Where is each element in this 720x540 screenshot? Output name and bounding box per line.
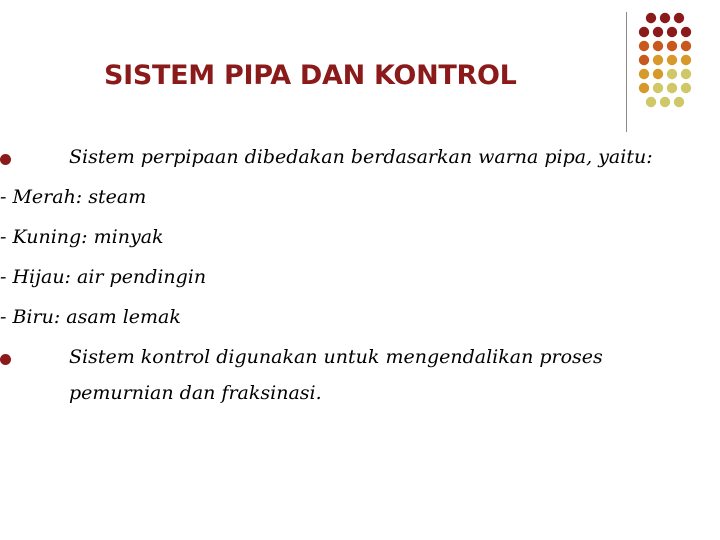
decoration-dot: [667, 27, 677, 37]
bullet-text: Sistem perpipaan dibedakan berdasarkan warna pipa, yaitu:: [69, 146, 653, 168]
divider-line: [626, 12, 627, 132]
decoration-dot: [681, 69, 691, 79]
bullet-icon: [0, 154, 11, 165]
decoration-dot: [674, 97, 684, 107]
decoration-dot: [667, 41, 677, 51]
pipe-color-item-blue: - Biru: asam lemak: [0, 306, 181, 328]
decoration-dot: [639, 41, 649, 51]
bullet-text-continuation: pemurnian dan fraksinasi.: [69, 382, 322, 404]
decoration-dot: [653, 83, 663, 93]
decoration-dot: [653, 69, 663, 79]
decoration-dot: [653, 41, 663, 51]
decoration-dot: [681, 55, 691, 65]
decoration-dot: [660, 97, 670, 107]
decoration-dot: [639, 83, 649, 93]
decoration-dot: [639, 69, 649, 79]
decoration-dot: [653, 27, 663, 37]
decoration-dot: [660, 13, 670, 23]
decoration-dot: [639, 27, 649, 37]
pipe-color-item-yellow: - Kuning: minyak: [0, 226, 164, 248]
slide-title: SISTEM PIPA DAN KONTROL: [104, 60, 517, 91]
decoration-dot: [667, 83, 677, 93]
decoration-dot: [681, 41, 691, 51]
decoration-dot: [646, 97, 656, 107]
decoration-dot: [681, 27, 691, 37]
bullet-icon: [0, 354, 11, 365]
decoration-dot: [674, 13, 684, 23]
decoration-dot: [667, 55, 677, 65]
decoration-dot: [653, 55, 663, 65]
bullet-text: Sistem kontrol digunakan untuk mengendalikan proses: [69, 346, 603, 368]
pipe-color-item-green: - Hijau: air pendingin: [0, 266, 207, 288]
decoration-dot: [639, 55, 649, 65]
decoration-dot: [646, 13, 656, 23]
pipe-color-item-red: - Merah: steam: [0, 186, 147, 208]
decoration-dot: [667, 69, 677, 79]
dot-grid-decoration: [636, 10, 720, 110]
decoration-dot: [681, 83, 691, 93]
